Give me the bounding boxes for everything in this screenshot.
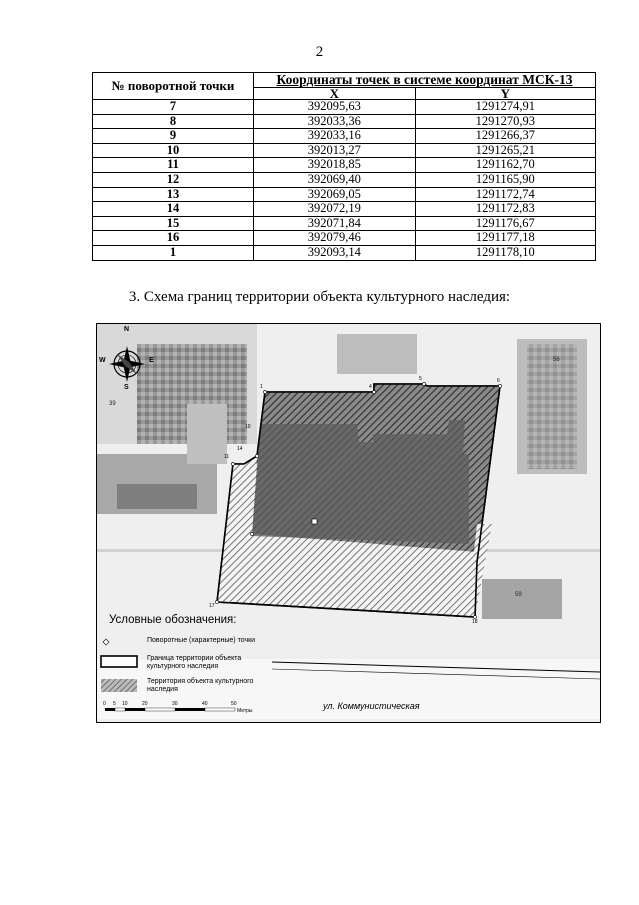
point-label: 4 xyxy=(369,384,372,390)
building-56-roof xyxy=(527,344,577,469)
x-value: 392095,63 xyxy=(254,100,416,115)
building-w-dark xyxy=(117,484,197,509)
point-number: 11 xyxy=(93,158,254,173)
scale-tick: 0 xyxy=(103,701,106,707)
x-value: 392033,16 xyxy=(254,129,416,144)
scale-tick: 10 xyxy=(122,701,128,707)
point-number: 9 xyxy=(93,129,254,144)
point-label: 11 xyxy=(224,454,230,460)
point-label: 5 xyxy=(419,376,422,382)
point-label: 6 xyxy=(497,378,500,384)
compass-south: S xyxy=(124,384,129,391)
point-number: 1 xyxy=(93,245,254,260)
legend-border-swatch xyxy=(101,656,137,667)
point-number: 10 xyxy=(93,143,254,158)
table-row xyxy=(93,114,596,129)
building-w2 xyxy=(187,404,230,464)
boundary-map xyxy=(96,323,601,723)
scale-tick: 30 xyxy=(172,701,178,707)
scale-bar xyxy=(105,708,235,711)
point-marker xyxy=(263,390,266,393)
y-value: 1291274,91 xyxy=(415,100,595,115)
x-value: 392013,27 xyxy=(254,143,416,158)
y-value: 1291162,70 xyxy=(415,158,595,173)
y-value: 1291265,21 xyxy=(415,143,595,158)
legend-territory-swatch xyxy=(101,679,137,692)
point-label: 10 xyxy=(245,424,251,430)
point-label: 1 xyxy=(260,384,263,390)
page-number: 2 xyxy=(315,44,324,60)
point-marker xyxy=(255,454,258,457)
scale-unit: Метры xyxy=(237,708,253,714)
legend-territory-label-1: Территория объекта культурного xyxy=(147,678,254,685)
point-number: 7 xyxy=(93,100,254,115)
point-marker xyxy=(231,462,234,465)
table-row xyxy=(93,172,596,187)
scale-tick: 20 xyxy=(142,701,148,707)
header-coordinates: Координаты точек в системе координат МСК-13 xyxy=(254,73,596,88)
table-row xyxy=(93,245,596,260)
point-marker xyxy=(498,384,501,387)
building-number: 56 xyxy=(553,357,560,363)
marker-square xyxy=(312,519,317,524)
x-value: 392093,14 xyxy=(254,245,416,260)
point-label: 18 xyxy=(472,619,478,625)
x-value: 392018,85 xyxy=(254,158,416,173)
header-x: X xyxy=(254,88,416,100)
street-name: ул. Коммунистическая xyxy=(323,701,420,711)
compass-west: W xyxy=(99,357,106,364)
x-value: 392072,19 xyxy=(254,202,416,217)
table-row xyxy=(93,100,596,115)
table-row xyxy=(93,216,596,231)
coordinates-table xyxy=(92,72,596,261)
legend-border-label-1: Граница территории объекта xyxy=(147,655,242,662)
y-value: 1291270,93 xyxy=(415,114,595,129)
scale-tick: 50 xyxy=(231,701,237,707)
legend-title: Условные обозначения: xyxy=(109,614,237,626)
table-row xyxy=(93,202,596,217)
point-marker xyxy=(250,532,253,535)
point-number: 15 xyxy=(93,216,254,231)
legend-points-label: Поворотные (характерные) точки xyxy=(147,637,256,644)
y-value: 1291266,37 xyxy=(415,129,595,144)
point-marker xyxy=(422,382,425,385)
point-marker xyxy=(215,600,218,603)
table-row xyxy=(93,158,596,173)
point-number: 13 xyxy=(93,187,254,202)
scale-tick: 5 xyxy=(113,701,116,707)
header-point-number: № поворотной точки xyxy=(93,73,254,100)
table-row xyxy=(93,129,596,144)
y-value: 1291176,67 xyxy=(415,216,595,231)
building-number: 39 xyxy=(109,401,116,407)
y-value: 1291178,10 xyxy=(415,245,595,260)
table-row xyxy=(93,187,596,202)
y-value: 1291165,90 xyxy=(415,172,595,187)
compass-east: E xyxy=(149,357,154,364)
point-number: 12 xyxy=(93,172,254,187)
x-value: 392069,40 xyxy=(254,172,416,187)
scale-tick: 40 xyxy=(202,701,208,707)
header-y: Y xyxy=(415,88,595,100)
point-label: 14 xyxy=(237,446,243,452)
x-value: 392079,46 xyxy=(254,231,416,246)
table-row xyxy=(93,231,596,246)
x-value: 392071,84 xyxy=(254,216,416,231)
compass-north: N xyxy=(124,326,130,333)
x-value: 392069,05 xyxy=(254,187,416,202)
building-number: 59 xyxy=(515,592,522,598)
table-row xyxy=(93,143,596,158)
point-number: 8 xyxy=(93,114,254,129)
y-value: 1291172,83 xyxy=(415,202,595,217)
section-title: 3. Схема границ территории объекта культурного наследия: xyxy=(128,289,511,305)
y-value: 1291172,74 xyxy=(415,187,595,202)
point-marker xyxy=(372,390,375,393)
x-value: 392033,36 xyxy=(254,114,416,129)
legend-territory-label-2: наследия xyxy=(147,686,178,693)
building-n xyxy=(337,334,417,374)
y-value: 1291177,18 xyxy=(415,231,595,246)
point-number: 16 xyxy=(93,231,254,246)
building-59 xyxy=(482,579,562,619)
point-label: 17 xyxy=(209,603,215,609)
point-number: 14 xyxy=(93,202,254,217)
legend-border-label-2: культурного наследия xyxy=(147,663,219,670)
